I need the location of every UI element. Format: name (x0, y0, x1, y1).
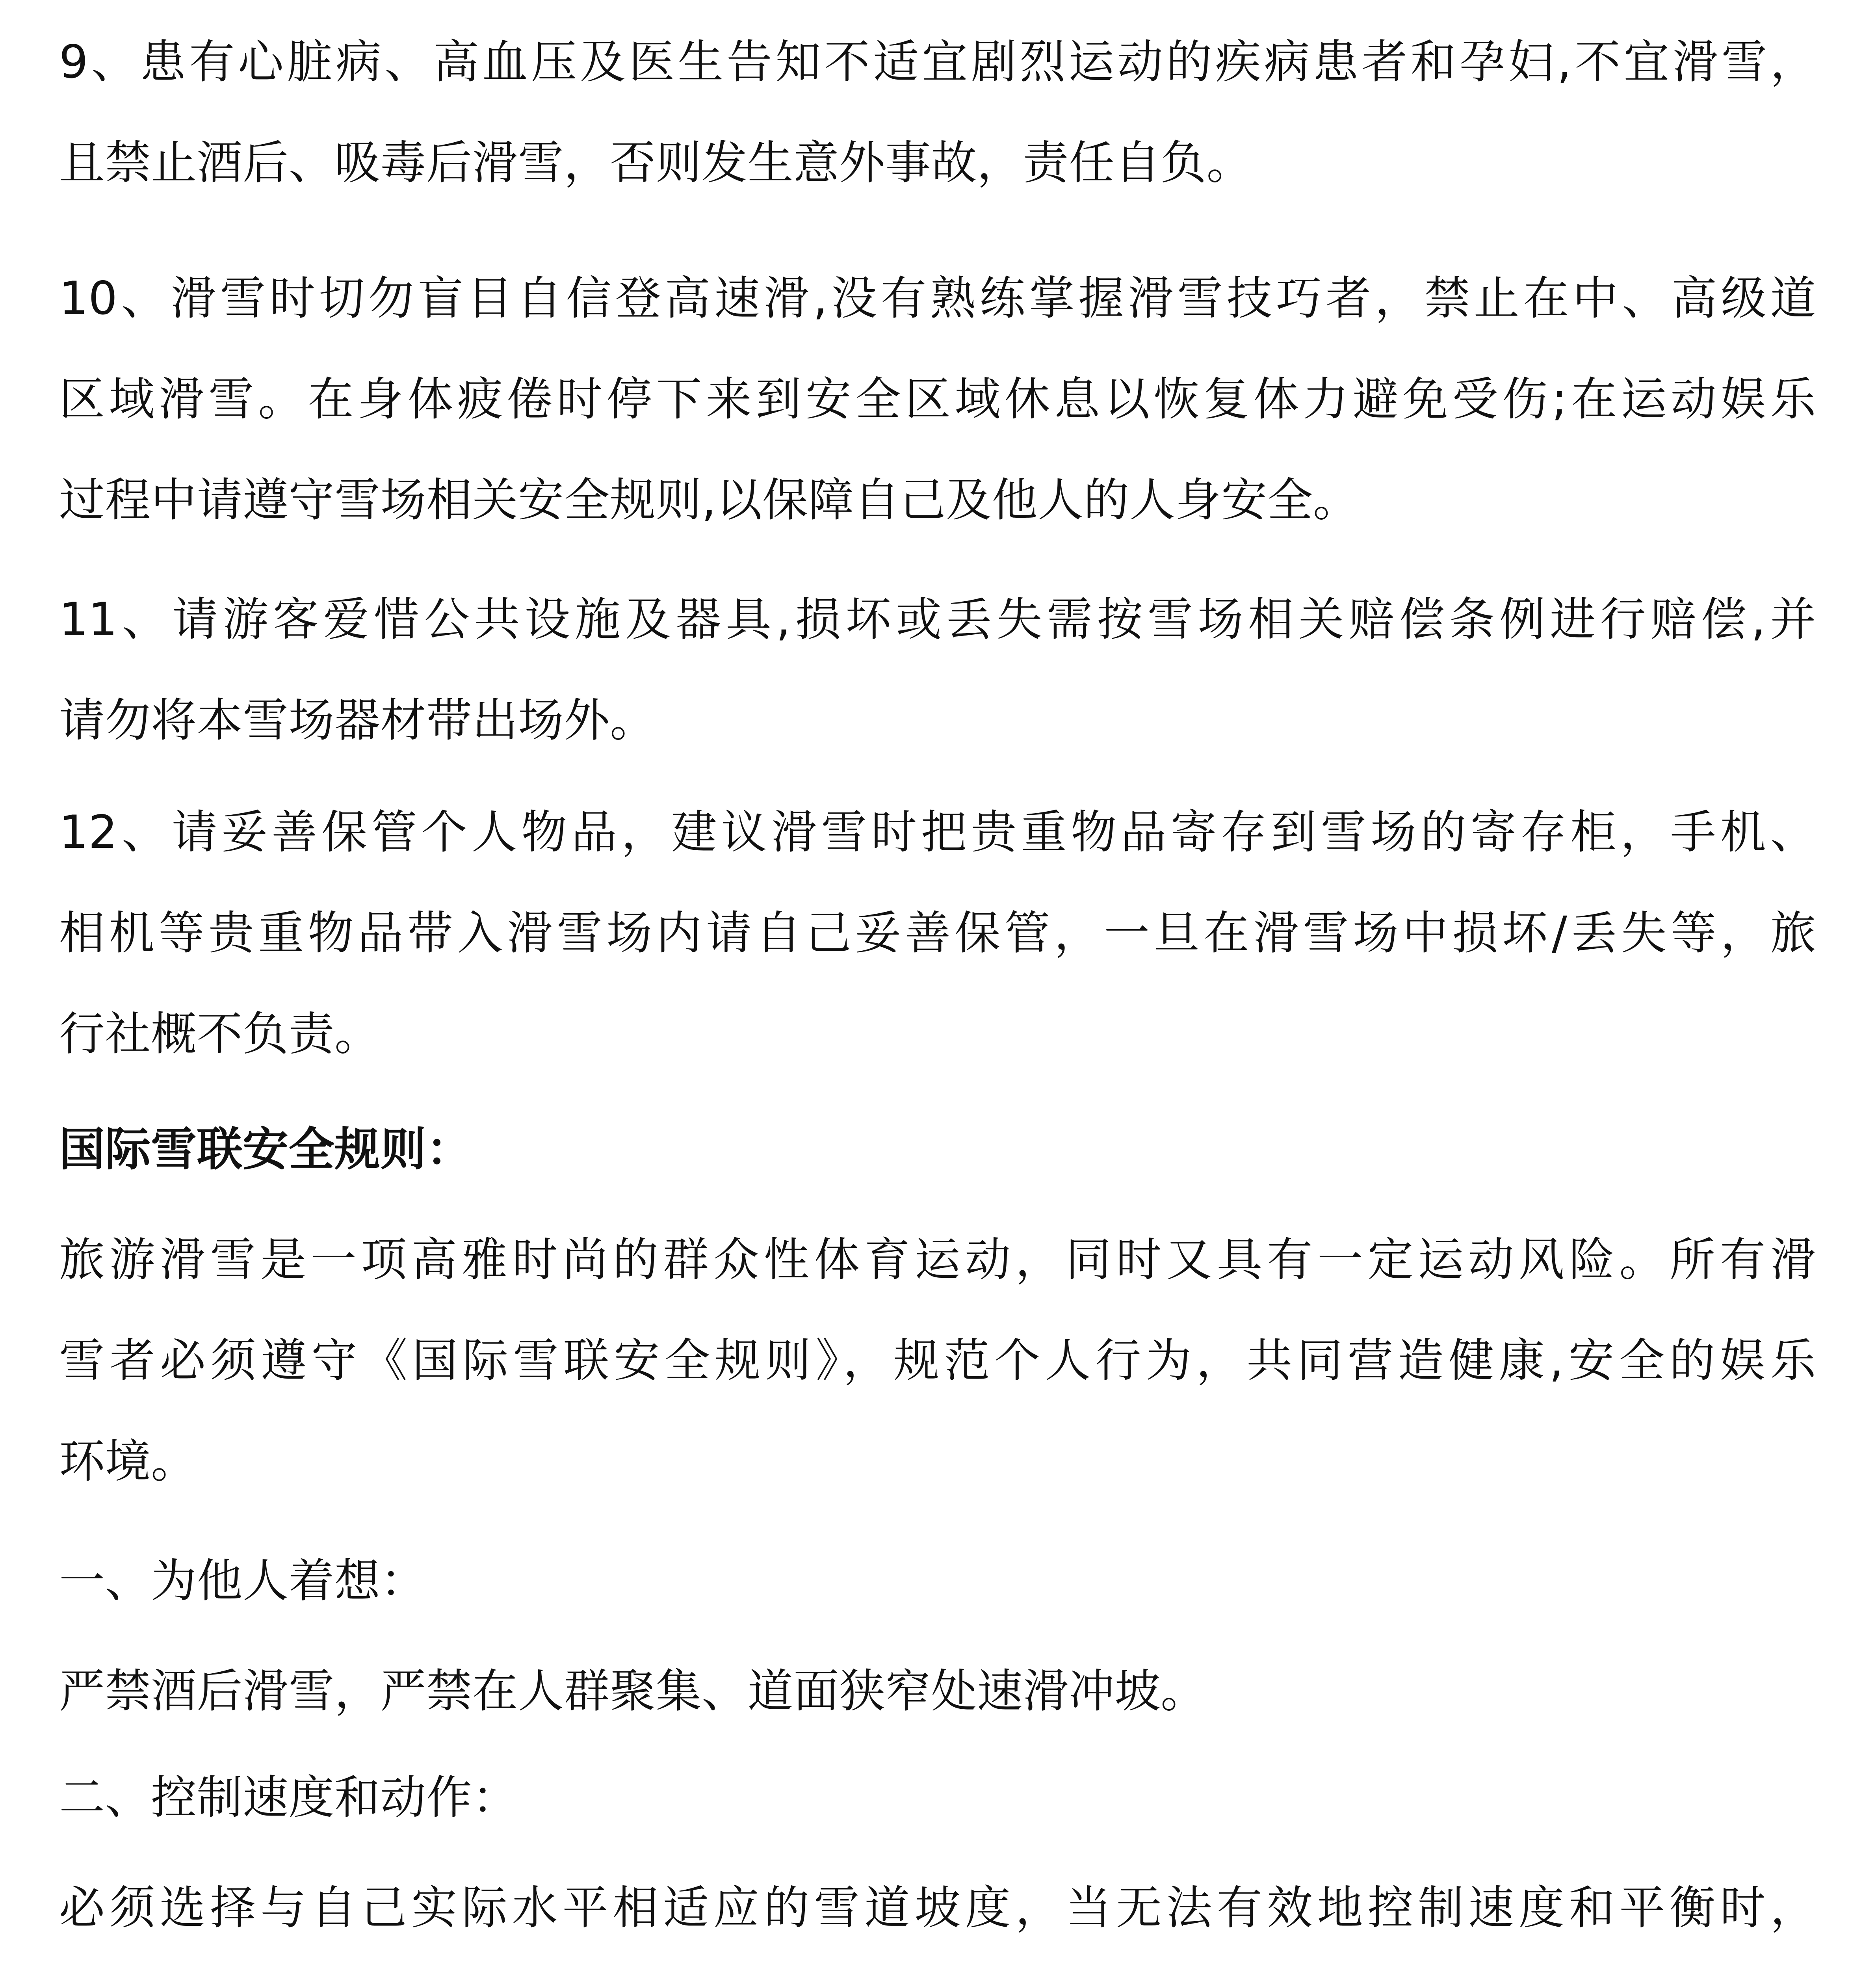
text-line: 行社概不负责。 (59, 1007, 381, 1061)
rule-title-2 (59, 1747, 1816, 1848)
notice-item-10 (59, 248, 1816, 551)
rule-body-2 (59, 1858, 1816, 1970)
text-line: 9、患有心脏病、高血压及医生告知不适宜剧烈运动的疾病患者和孕妇,不宜滑雪， (59, 35, 1816, 89)
rule-title-text: 一、为他人着想： (59, 1554, 426, 1608)
rule-title-text: 二、控制速度和动作： (59, 1771, 518, 1824)
text-line: 10、滑雪时切勿盲目自信登高速滑,没有熟练掌握滑雪技巧者，禁止在中、高级道 (59, 272, 1816, 325)
text-line: 且禁止酒后、吸毒后滑雪，否则发生意外事故，责任自负。 (59, 136, 1252, 190)
text-line: 必须选择与自己实际水平相适应的雪道坡度，当无法有效地控制速度和平衡时， (59, 1881, 1816, 1935)
notice-item-11 (59, 569, 1816, 771)
section-intro (59, 1210, 1816, 1512)
text-line: 严禁酒后滑雪，严禁在人群聚集、道面狭窄处速滑冲坡。 (59, 1665, 1207, 1718)
notice-item-12 (59, 782, 1816, 1085)
notice-item-9 (59, 12, 1816, 214)
section-heading (59, 1099, 1816, 1200)
text-line: 11、请游客爱惜公共设施及器具,损坏或丢失需按雪场相关赔偿条例进行赔偿,并 (59, 593, 1816, 646)
text-line: 过程中请遵守雪场相关安全规则,以保障自己及他人的人身安全。 (59, 474, 1359, 527)
text-line (59, 1959, 1816, 1970)
rule-title-1 (59, 1531, 1816, 1632)
text-line: 旅游滑雪是一项高雅时尚的群众性体育运动，同时又具有一定运动风险。所有滑 (59, 1233, 1816, 1286)
text-line: 12、请妥善保管个人物品，建议滑雪时把贵重物品寄存到雪场的寄存柜，手机、 (59, 806, 1816, 859)
text-line: 雪者必须遵守《国际雪联安全规则》，规范个人行为，共同营造健康,安全的娱乐 (59, 1334, 1816, 1387)
section-heading-text: 国际雪联安全规则： (59, 1123, 472, 1176)
text-line: 请勿将本雪场器材带出场外。 (59, 694, 656, 747)
text-line: 区域滑雪。在身体疲倦时停下来到安全区域休息以恢复体力避免受伤;在运动娱乐 (59, 373, 1816, 426)
rule-body-1 (59, 1641, 1816, 1742)
text-line: 环境。 (59, 1435, 197, 1488)
text-line: 相机等贵重物品带入滑雪场内请自己妥善保管，一旦在滑雪场中损坏/丢失等，旅 (59, 907, 1816, 960)
